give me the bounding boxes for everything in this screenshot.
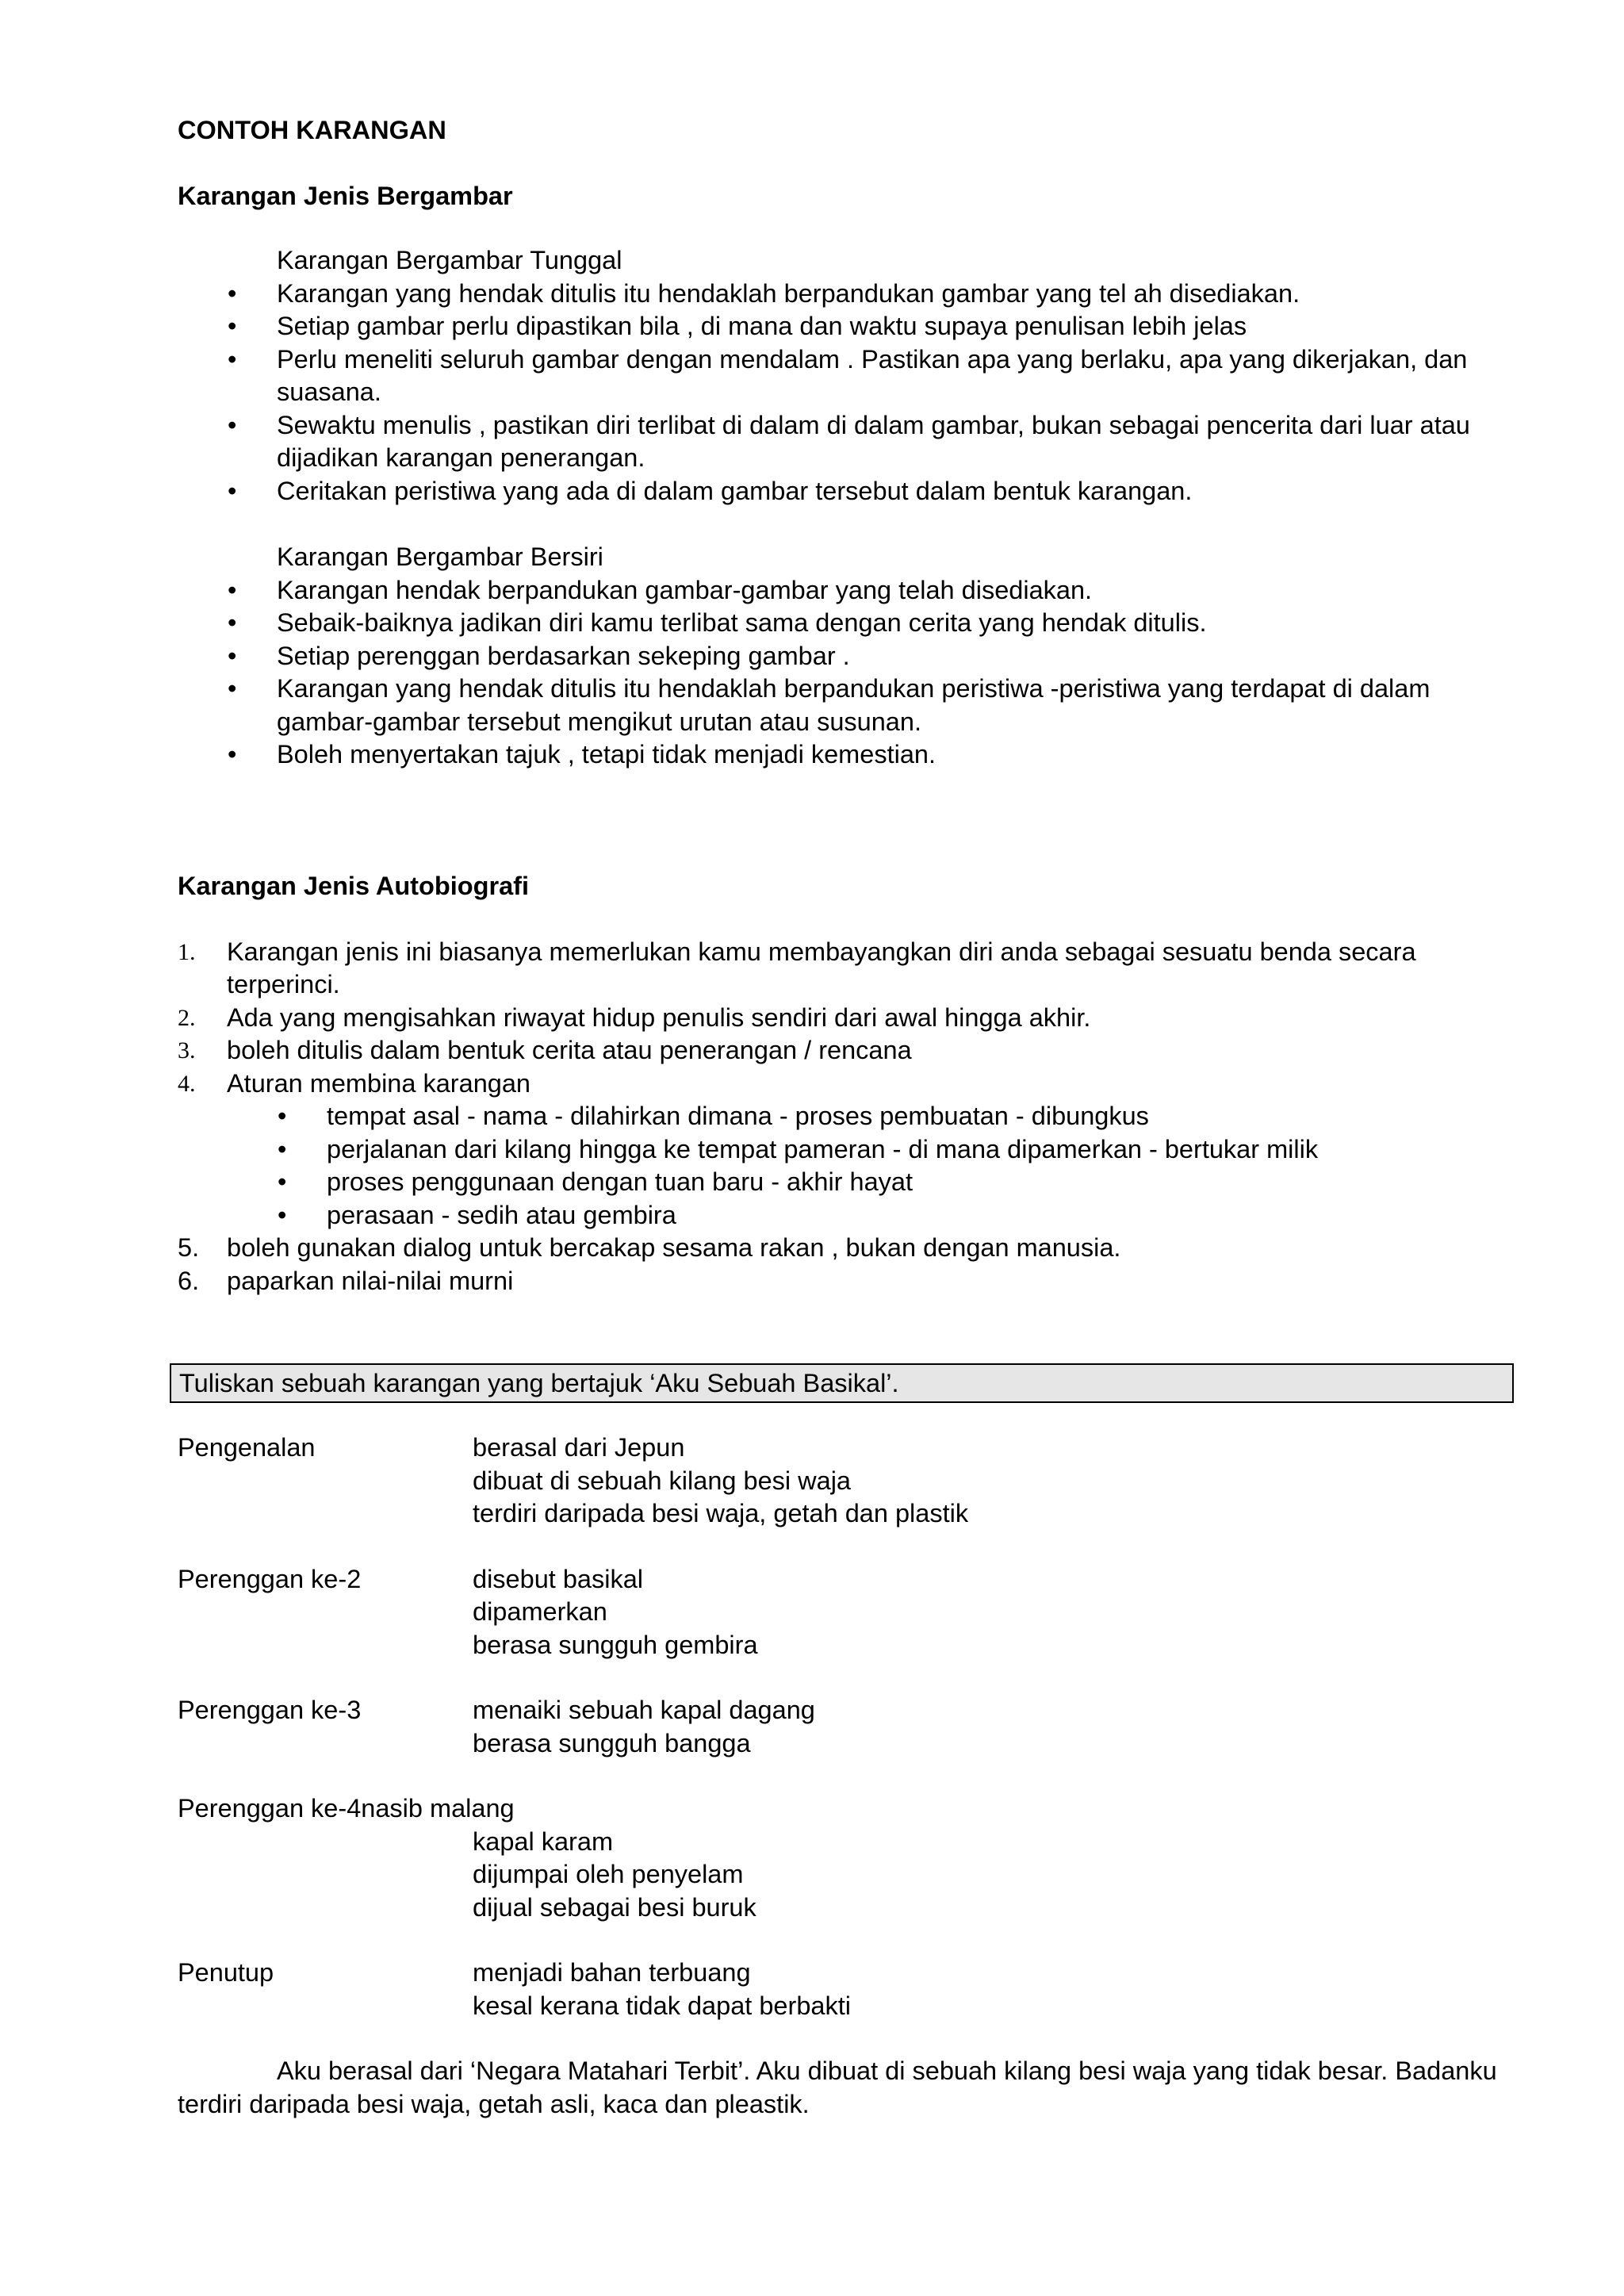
item-text: boleh gunakan dialog untuk bercakap sesama rakan , bukan dengan manusia. bbox=[227, 1233, 1121, 1262]
list-item bbox=[178, 936, 1526, 1002]
list-item bbox=[178, 1068, 1526, 1101]
list-tunggal bbox=[178, 278, 1526, 508]
outline-row-penutup bbox=[178, 1957, 1526, 2022]
list-item: • Karangan yang hendak ditulis itu hendaklah berpandukan peristiwa -peristiwa yang terdapat di dalam gambar-gambar tersebut mengikut urutan atau susunan. bbox=[178, 673, 1526, 738]
outline-row-perenggan-4 bbox=[178, 1792, 1526, 1924]
outline-label: Perenggan ke-2 bbox=[178, 1564, 362, 1593]
item-text: Aturan membina karangan bbox=[227, 1068, 531, 1098]
group-title-tunggal: Karangan Bergambar Tunggal bbox=[277, 246, 622, 274]
list-item: • Perlu meneliti seluruh gambar dengan mendalam . Pastikan apa yang berlaku, apa yang dikerjakan, dan suasana. bbox=[178, 343, 1526, 409]
list-item: • Karangan yang hendak ditulis itu hendaklah berpandukan gambar yang tel ah disediakan. bbox=[178, 278, 1526, 311]
group-title-bersiri: Karangan Bergambar Bersiri bbox=[277, 542, 603, 571]
task-box: Tuliskan sebuah karangan yang bertajuk ‘Aku Sebuah Basikal’. bbox=[170, 1363, 1514, 1403]
list-item: • Sebaik-baiknya jadikan diri kamu terlibat sama dengan cerita yang hendak ditulis. bbox=[178, 607, 1526, 640]
sublist-aturan bbox=[178, 1100, 1526, 1232]
outline-point: nasib malang bbox=[361, 1794, 515, 1823]
sub-list-item: • proses penggunaan dengan tuan baru - akhir hayat bbox=[178, 1166, 1526, 1199]
outline-point: kesal kerana tidak dapat berbakti bbox=[473, 1991, 851, 2020]
outline-point: menjadi bahan terbuang bbox=[473, 1958, 751, 1987]
list-item: • Karangan hendak berpandukan gambar-gambar yang telah disediakan. bbox=[178, 574, 1526, 608]
item-text: paparkan nilai-nilai murni bbox=[227, 1266, 514, 1295]
outline-row-perenggan-3 bbox=[178, 1694, 1526, 1760]
document-title: CONTOH KARANGAN bbox=[178, 116, 446, 144]
item-number: 5. bbox=[178, 1233, 200, 1262]
outline-point: berasa sungguh bangga bbox=[473, 1728, 751, 1757]
list-bersiri bbox=[178, 574, 1526, 772]
closing-paragraph: Aku berasal dari ‘Negara Matahari Terbit’. Aku dibuat di sebuah kilang besi waja yang tidak besar. Badanku terdiri daripada besi waja, getah asli, kaca dan pleastik. bbox=[178, 2056, 1497, 2118]
outline-point: dipamerkan bbox=[473, 1597, 607, 1626]
list-item: • Ceritakan peristiwa yang ada di dalam gambar tersebut dalam bentuk karangan. bbox=[178, 475, 1526, 508]
list-autobiografi bbox=[178, 936, 1526, 1101]
section-heading-autobiografi: Karangan Jenis Autobiografi bbox=[178, 871, 530, 900]
item-number: 6. bbox=[178, 1266, 200, 1295]
list-item: • Boleh menyertakan tajuk , tetapi tidak menjadi kemestian. bbox=[178, 738, 1526, 772]
item-text: Karangan jenis ini biasanya memerlukan kamu membayangkan diri anda sebagai sesuatu benda secara terperinci. bbox=[227, 937, 1416, 999]
list-item bbox=[178, 1034, 1526, 1068]
outline-point: dijumpai oleh penyelam bbox=[473, 1860, 744, 1888]
outline-point: menaiki sebuah kapal dagang bbox=[473, 1696, 815, 1724]
outline-point: berasal dari Jepun bbox=[473, 1433, 685, 1462]
outline-point: berasa sungguh gembira bbox=[473, 1630, 758, 1659]
item-number: 3. bbox=[178, 1037, 196, 1064]
outline-label: Pengenalan bbox=[178, 1433, 316, 1462]
list-item: • Setiap perenggan berdasarkan sekeping gambar . bbox=[178, 640, 1526, 673]
outline-label: Perenggan ke-4 bbox=[178, 1794, 362, 1823]
outline-point: dijual sebagai besi buruk bbox=[473, 1892, 756, 1922]
item-number: 1. bbox=[178, 938, 196, 965]
list-item bbox=[178, 1232, 1526, 1265]
item-number: 4. bbox=[178, 1070, 196, 1097]
item-text: boleh ditulis dalam bentuk cerita atau penerangan / rencana bbox=[227, 1036, 912, 1064]
item-number: 2. bbox=[178, 1004, 196, 1031]
outline-point: disebut basikal bbox=[473, 1564, 643, 1593]
sub-list-item: • perasaan - sedih atau gembira bbox=[178, 1199, 1526, 1232]
section-heading-bergambar: Karangan Jenis Bergambar bbox=[178, 182, 513, 210]
list-item: • Sewaktu menulis , pastikan diri terlibat di dalam di dalam gambar, bukan sebagai pencerita dari luar atau dijadikan karangan penerangan. bbox=[178, 409, 1526, 475]
essay-outline bbox=[178, 1432, 1526, 2022]
item-text: Ada yang mengisahkan riwayat hidup penulis sendiri dari awal hingga akhir. bbox=[227, 1002, 1091, 1032]
list-item bbox=[178, 1002, 1526, 1035]
list-item: • Setiap gambar perlu dipastikan bila , di mana dan waktu supaya penulisan lebih jelas bbox=[178, 310, 1526, 343]
outline-row-pengenalan bbox=[178, 1432, 1526, 1531]
outline-point: terdiri daripada besi waja, getah dan plastik bbox=[473, 1499, 969, 1527]
outline-row-perenggan-2 bbox=[178, 1563, 1526, 1662]
document-page bbox=[178, 114, 1526, 2121]
outline-label: Penutup bbox=[178, 1958, 274, 1987]
outline-point: kapal karam bbox=[473, 1826, 614, 1856]
list-item bbox=[178, 1265, 1526, 1298]
outline-label: Perenggan ke-3 bbox=[178, 1696, 362, 1724]
list-autobiografi-cont bbox=[178, 1232, 1526, 1297]
sub-list-item: • perjalanan dari kilang hingga ke tempat pameran - di mana dipamerkan - bertukar milik bbox=[178, 1133, 1526, 1167]
sub-list-item: • tempat asal - nama - dilahirkan dimana - proses pembuatan - dibungkus bbox=[178, 1100, 1526, 1133]
outline-point: dibuat di sebuah kilang besi waja bbox=[473, 1466, 851, 1495]
